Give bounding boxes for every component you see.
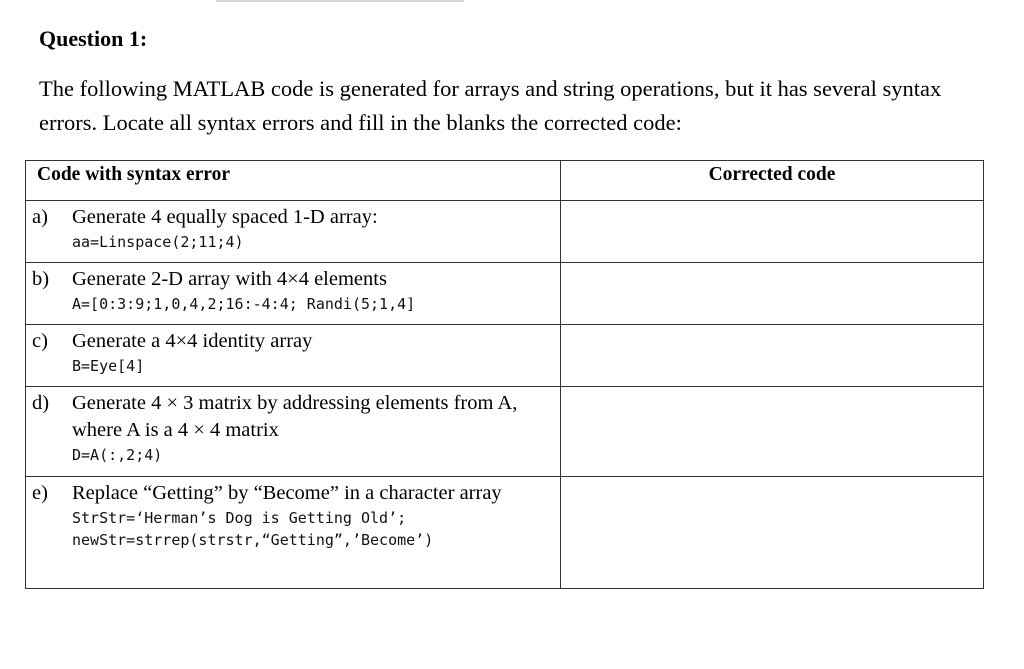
corrected-code-blank[interactable] [561,325,984,387]
header-code-with-error: Code with syntax error [26,161,561,201]
item-description: Generate 2-D array with 4×4 elements [72,268,387,290]
code-line: D=A(:,2;4) [72,446,163,464]
corrected-code-blank[interactable] [561,201,984,263]
corrected-code-blank[interactable] [561,477,984,589]
question-text: The following MATLAB code is generated for arrays and string operations, but it has several syntax errors. Locate all syntax errors and fill in the blanks the corrected code: [39,76,942,135]
item-letter: d) [32,392,50,414]
header-corrected-code: Corrected code [561,161,984,201]
item-letter: a) [32,206,48,228]
table-row [26,263,984,325]
error-cell [26,325,561,387]
item-letter: e) [32,482,48,504]
code-line: newStr=strrep(strstr,“Getting”,’Become’) [72,531,434,549]
table-header-row [26,161,984,201]
item-description: Generate a 4×4 identity array [72,330,313,352]
item-letter: b) [32,268,50,290]
corrected-code-blank[interactable] [561,263,984,325]
error-cell [26,387,561,477]
error-cell [26,263,561,325]
item-description: Replace “Getting” by “Become” in a character array [72,482,502,504]
code-line: B=Eye[4] [72,357,145,375]
table-row [26,387,984,477]
error-cell [26,201,561,263]
table-row [26,477,984,589]
code-line: aa=Linspace(2;11;4) [72,233,244,251]
item-description: Generate 4 equally spaced 1-D array: [72,206,378,228]
item-description: Generate 4 × 3 matrix by addressing elements from A, where A is a 4 × 4 matrix [72,392,518,441]
code-line: StrStr=‘Herman’s Dog is Getting Old’; [72,509,407,527]
table-row [26,201,984,263]
table-row [26,325,984,387]
error-cell [26,477,561,589]
question-title: Question 1: [39,26,148,51]
code-line: A=[0:3:9;1,0,4,2;16:-4:4; Randi(5;1,4] [72,295,416,313]
top-divider [216,0,464,2]
corrected-code-blank[interactable] [561,387,984,477]
question-table [25,160,984,589]
item-letter: c) [32,330,48,352]
